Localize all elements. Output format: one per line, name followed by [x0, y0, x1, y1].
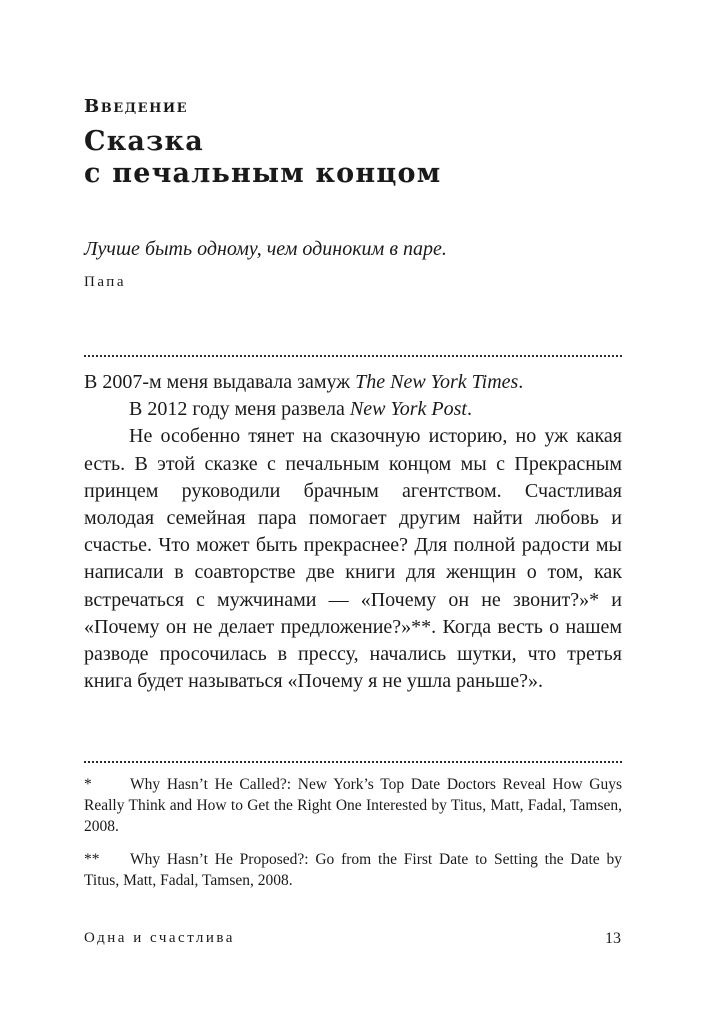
- footnote-mark: *: [84, 776, 92, 793]
- running-title: Одна и счастлива: [84, 930, 235, 946]
- dotted-divider-bottom: [84, 761, 622, 763]
- chapter-title-line-1: Сказка: [84, 126, 204, 157]
- epigraph-author: Папа: [84, 274, 126, 290]
- body-paragraph-1: [84, 369, 622, 396]
- chapter-title: [84, 126, 644, 190]
- footnote-mark: **: [84, 851, 100, 868]
- body-paragraph-2: [84, 396, 622, 423]
- body-p2-text: В 2012 году меня развела: [129, 398, 350, 421]
- footnote-text: Why Hasn’t He Proposed?: Go from the First Date to Setting the Date by Titus, Matt, Fadal, Tamsen, 2008.: [84, 851, 622, 889]
- dotted-divider-top: [84, 355, 622, 357]
- chapter-label: Введение: [84, 96, 189, 117]
- footnote: [84, 774, 622, 837]
- body-p1-source: The New York Times: [355, 371, 519, 393]
- body-p1-end: .: [518, 371, 524, 393]
- body-p2-source: New York Post: [349, 398, 467, 421]
- body-text: [84, 369, 622, 695]
- chapter-title-line-2: с печальным концом: [84, 158, 442, 189]
- footnote: [84, 849, 622, 891]
- body-p1-text: В 2007-м меня выдавала замуж: [84, 371, 356, 393]
- epigraph-quote: Лучше быть одному, чем одиноким в паре.: [84, 238, 447, 260]
- body-paragraph-3: Не особенно тянет на сказочную историю, но уж какая есть. В этой сказке с печальным концом мы с Прекрасным принцем руководили брачным агентством. Счастливая молодая семейная пара помогает другим найти любовь и счастье. Что может быть прекраснее? Для полной радости мы написали в соавторстве две книги для женщин о том, как встречаться с мужчинами — «Почему он не звонит?»* и «Почему он не делает предложение?»**. Когда весть о нашем разводе просочилась в прессу, начались шутки, что третья книга будет называться «Почему я не ушла раньше?».: [84, 425, 622, 693]
- footnotes: [84, 774, 622, 903]
- page-number: 13: [605, 930, 621, 947]
- footnote-text: Why Hasn’t He Called?: New York’s Top Date Doctors Reveal How Guys Really Think and How to Get the Right One Interested by Titus, Matt, Fadal, Tamsen, 2008.: [84, 776, 622, 835]
- body-p2-end: .: [466, 398, 472, 421]
